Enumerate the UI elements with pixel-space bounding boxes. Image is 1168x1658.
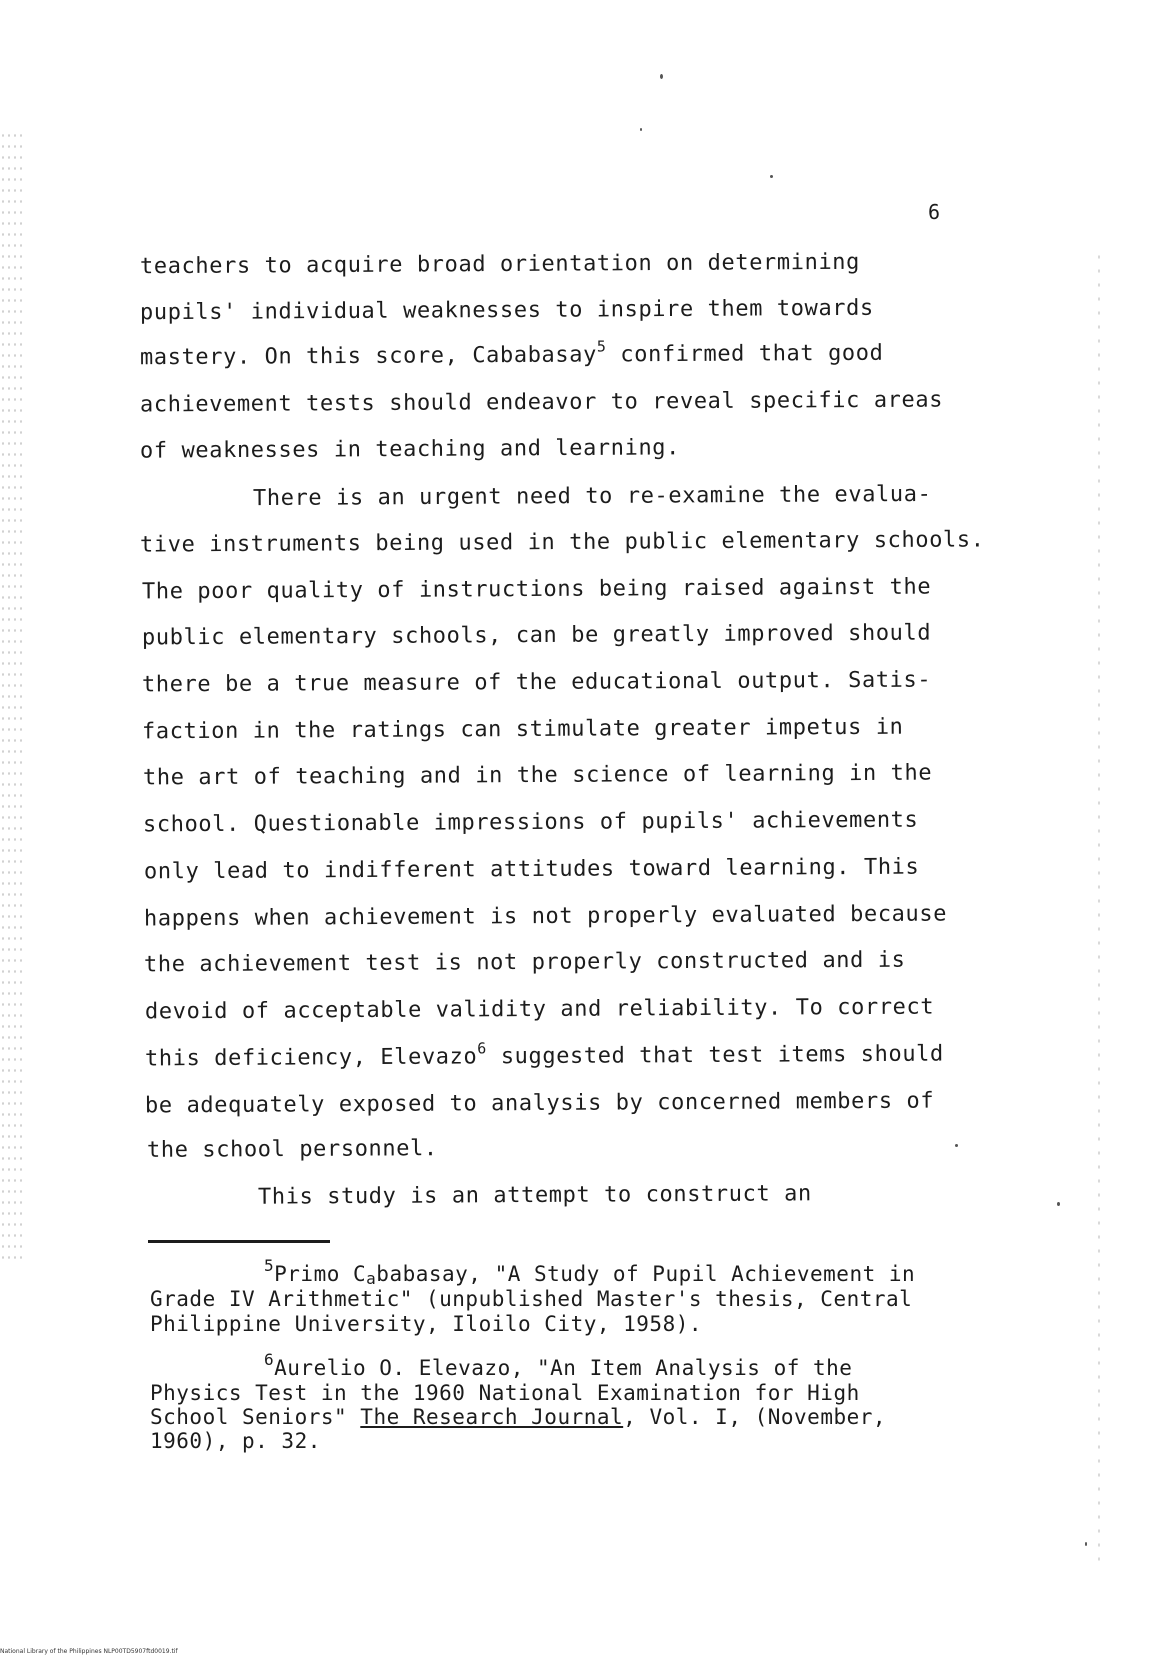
text-span: confirmed that good: [606, 340, 884, 368]
scan-speck: [1085, 1542, 1087, 1546]
scan-speck: [640, 128, 642, 131]
text-line: This study is an attempt to construct an: [257, 1181, 812, 1210]
text-line: only lead to indifferent attitudes toward learning. This: [143, 854, 920, 885]
scan-speck: [770, 175, 773, 178]
text-line: achievement tests should endeavor to reveal specific areas: [139, 387, 944, 418]
text-line: [144, 1039, 944, 1073]
text-line: the art of teaching and in the science of learning in the: [142, 760, 933, 791]
scan-speck: [660, 74, 663, 79]
footnote-separator: [148, 1240, 330, 1243]
text-line: devoid of acceptable validity and reliability. To correct: [144, 994, 935, 1025]
text-line: faction in the ratings can stimulate greater impetus in: [141, 714, 904, 745]
text-line: of weaknesses in teaching and learning.: [139, 435, 681, 464]
footnote-6-line: [264, 1350, 853, 1380]
text-span: School Seniors": [150, 1405, 361, 1429]
footnote-5-line: Philippine University, Iloilo City, 1958).: [150, 1312, 703, 1336]
text-line: pupils' individual weaknesses to inspire them towards: [139, 295, 874, 326]
text-span: Primo C: [274, 1262, 367, 1286]
scan-credit: National Library of the Philippines NLP00TD5907ftd0019.tif: [0, 1648, 178, 1655]
text-line: the school personnel.: [146, 1136, 438, 1163]
text-line: public elementary schools, can be greatly improved should: [141, 620, 932, 651]
text-line: The poor quality of instructions being raised against the: [141, 574, 932, 605]
text-line: [139, 337, 884, 372]
footnote-mark: 6: [264, 1350, 275, 1369]
scan-edge-noise-right: [1096, 250, 1102, 1570]
text-span: a: [366, 1269, 377, 1288]
scan-speck: [955, 1144, 958, 1147]
scan-speck: [1057, 1202, 1060, 1206]
journal-title: The Research Journal: [360, 1405, 624, 1429]
footnote-ref-5: 5: [596, 337, 607, 356]
text-span: suggested that test items should: [486, 1041, 944, 1070]
footnote-mark: 5: [264, 1256, 275, 1275]
footnote-6-line: [150, 1405, 886, 1429]
text-line: teachers to acquire broad orientation on determining: [139, 249, 861, 280]
footnote-6-line: 1960), p. 32.: [150, 1429, 321, 1453]
text-line: tive instruments being used in the public elementary schools.: [139, 527, 985, 558]
text-line: happens when achievement is not properly evaluated because: [143, 901, 948, 932]
text-line: be adequately exposed to analysis by concerned members of: [144, 1088, 935, 1119]
page-number: 6: [928, 200, 941, 224]
text-span: Aurelio O. Elevazo, "An Item Analysis of the: [274, 1356, 853, 1380]
text-span: mastery. On this score, Cababasay: [139, 342, 597, 371]
text-line: there be a true measure of the educational output. Satis-: [141, 667, 932, 698]
footnote-5-line: Grade IV Arithmetic" (unpublished Master's thesis, Central: [150, 1287, 913, 1311]
text-line: school. Questionable impressions of pupils' achievements: [142, 807, 919, 838]
footnote-ref-6: 6: [477, 1039, 487, 1058]
scan-edge-noise: [0, 130, 24, 1260]
text-span: this deficiency, Elevazo: [144, 1044, 478, 1072]
text-span: , Vol. I, (November,: [623, 1405, 887, 1429]
text-line: the achievement test is not properly constructed and is: [143, 947, 906, 978]
text-line: There is an urgent need to re-examine the evalua-: [252, 481, 932, 512]
footnote-6-line: Physics Test in the 1960 National Examination for High: [150, 1381, 860, 1405]
text-span: babasay, "A Study of Pupil Achievement in: [376, 1262, 916, 1286]
